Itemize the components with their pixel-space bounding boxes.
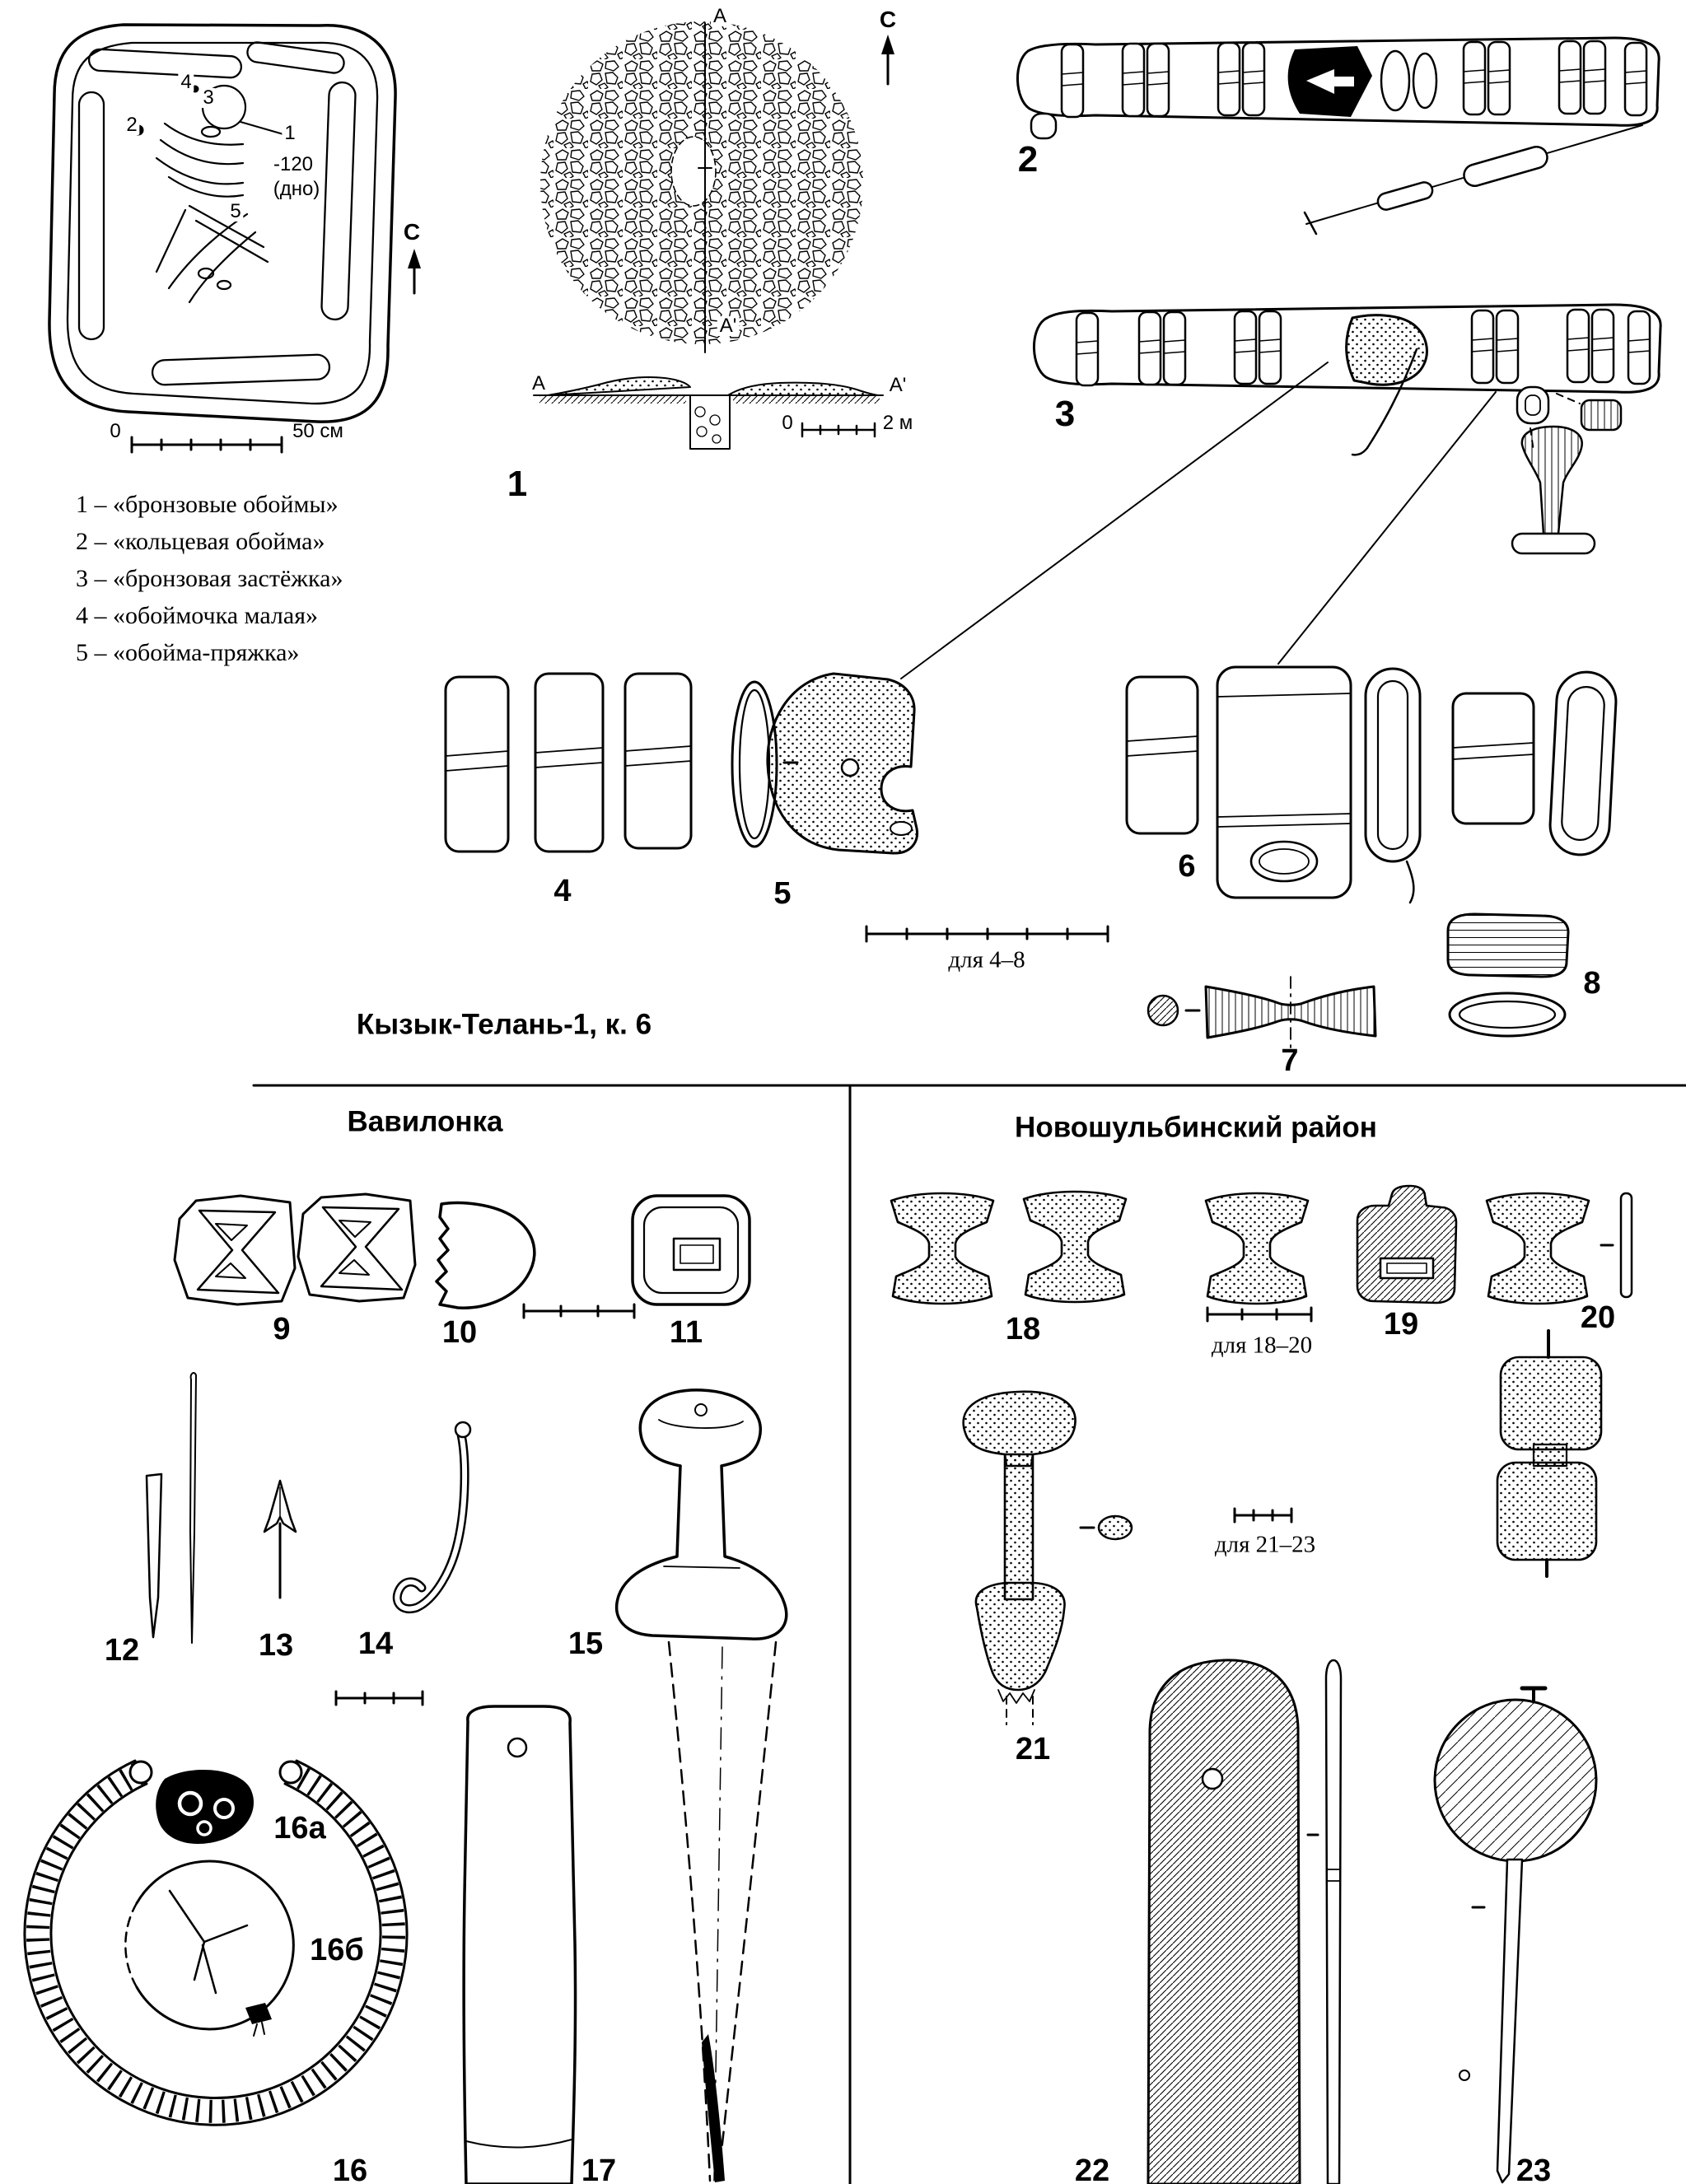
kurgan-section-top-label: А	[711, 7, 729, 26]
grave-find-label-3: 3	[200, 88, 216, 108]
artifact-14-number-label: 14	[357, 1626, 394, 1661]
artifact-8-number-label: 8	[1583, 966, 1601, 1001]
grave-find-label-4: 4	[178, 72, 194, 92]
grave-find-label-5: 5	[227, 202, 243, 222]
section-title-vavilonka: Вавилонка	[347, 1105, 503, 1138]
grave-scale-zero-label: 0	[110, 420, 121, 442]
belt-3-number-label: 3	[1054, 394, 1076, 434]
belt-2-number-label: 2	[1017, 139, 1039, 180]
grave-find-label-2: 2	[124, 115, 139, 135]
artifact-11-number-label: 11	[669, 1315, 703, 1350]
artifact-9-number-label: 9	[273, 1312, 291, 1346]
profile-right-label: А'	[889, 374, 907, 396]
artifact-21-number-label: 21	[1015, 1732, 1051, 1766]
legend-item-1: 1 – «бронзовые обоймы»	[76, 491, 339, 518]
artifact-10-number-label: 10	[441, 1315, 478, 1350]
scale-18-20-label: для 18–20	[1211, 1332, 1313, 1359]
grave-north-label: С	[403, 219, 421, 245]
artifact-16b-number-label: 16б	[310, 1933, 364, 1967]
profile-left-label: А	[531, 372, 546, 394]
artifact-6-number-label: 6	[1178, 849, 1196, 884]
section-title-novoshulbinsky: Новошульбинский район	[1015, 1111, 1377, 1144]
kurgan-north-label: С	[879, 7, 897, 32]
artifact-13-number-label: 13	[258, 1628, 294, 1663]
artifact-22-number-label: 22	[1074, 2154, 1110, 2184]
artifact-4-number-label: 4	[553, 874, 572, 908]
artifact-16-number-label: 16	[332, 2154, 368, 2184]
artifact-15-number-label: 15	[567, 1626, 604, 1661]
legend-item-4: 4 – «обоймочка малая»	[76, 602, 318, 629]
kurgan-number-label: 1	[507, 464, 528, 504]
artifact-5-number-label: 5	[773, 876, 792, 911]
artifact-20-number-label: 20	[1580, 1300, 1616, 1335]
artifact-7-number-label: 7	[1281, 1043, 1299, 1078]
artifact-16a-number-label: 16а	[273, 1811, 326, 1846]
artifact-17-number-label: 17	[581, 2154, 617, 2184]
site-title-kyzyk: Кызык-Телань-1, к. 6	[356, 1008, 652, 1041]
legend-item-2: 2 – «кольцевая обойма»	[76, 528, 325, 555]
artifact-23-number-label: 23	[1516, 2154, 1552, 2184]
artifact-12-number-label: 12	[104, 1633, 140, 1668]
legend-item-5: 5 – «обойма-пряжка»	[76, 639, 300, 666]
grave-depth-label: -120	[273, 153, 314, 175]
kurgan-scale-zero-label: 0	[782, 412, 793, 434]
scale-21-23-label: для 21–23	[1214, 1531, 1316, 1558]
artifact-18-number-label: 18	[1005, 1312, 1041, 1346]
grave-scale-end-label: 50 см	[292, 420, 343, 442]
grave-depth-floor-label: (дно)	[273, 178, 320, 200]
kurgan-section-bottom-label: А'	[717, 316, 740, 336]
scale-4-8-label: для 4–8	[948, 946, 1025, 973]
finds-legend	[76, 486, 343, 671]
kurgan-scale-end-label: 2 м	[882, 412, 913, 434]
artifact-19-number-label: 19	[1383, 1307, 1419, 1342]
grave-find-label-1: 1	[282, 124, 297, 143]
legend-item-3: 3 – «бронзовая застёжка»	[76, 565, 343, 592]
